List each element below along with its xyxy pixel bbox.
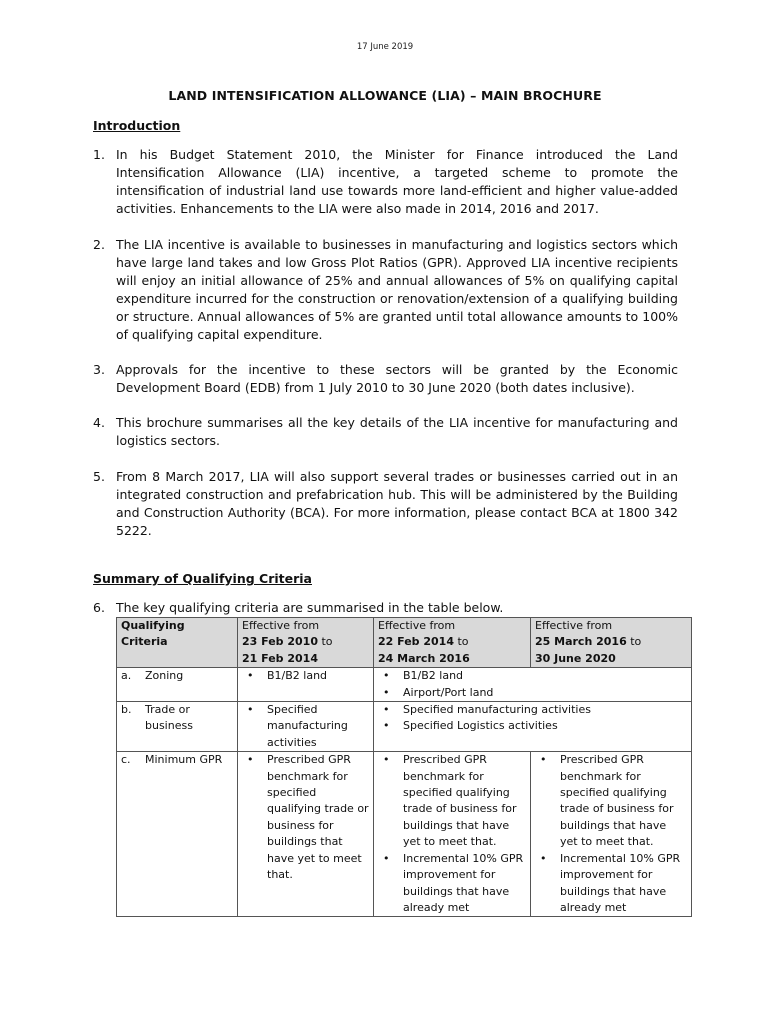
paragraph-number: 5.: [93, 469, 105, 484]
paragraph-number: 6.: [93, 600, 105, 615]
paragraph-1: [93, 146, 678, 218]
cell-period-1: [238, 668, 374, 702]
paragraph-text: The LIA incentive is available to businesses in manufacturing and logistics sectors which have large land takes and low Gross Plot Ratios (GPR). Approved LIA incentive recipients will enjoy an initial allowance of 25% and annual allowances of 5% on qualifying capital expenditure incurred for the construction or renovation/extension of a qualifying building or structure. Annual allowances of 5% are granted until total allowance amounts to 100% of qualifying capital expenditure.: [116, 237, 678, 342]
table-header-row: [117, 618, 692, 668]
paragraph-2: [93, 236, 678, 344]
cell-period-3: [531, 752, 692, 917]
paragraph-text: Approvals for the incentive to these sectors will be granted by the Economic Development Board (EDB) from 1 July 2010 to 30 June 2020 (both dates inclusive).: [116, 362, 678, 395]
header-criteria: Qualifying Criteria: [117, 618, 238, 668]
list-item: • B1/B2 land: [242, 668, 369, 684]
list-item: • Specified manufacturing activities: [378, 702, 687, 718]
table-row-trade: [117, 702, 692, 752]
paragraph-number: 4.: [93, 415, 105, 430]
paragraph-text: The key qualifying criteria are summarised in the table below.: [116, 600, 504, 615]
list-item: • B1/B2 land: [378, 668, 687, 684]
row-label: c. Minimum GPR: [117, 752, 238, 917]
paragraph-number: 3.: [93, 362, 105, 377]
paragraph-text: From 8 March 2017, LIA will also support several trades or businesses carried out in an integrated construction and prefabrication hub. This will be administered by the Building and Construction Authority (BCA). For more information, please contact BCA at 1800 342 5222.: [116, 469, 678, 538]
paragraph-number: 2.: [93, 237, 105, 252]
list-item: • Prescribed GPR benchmark for specified qualifying trade of business for buildings that have yet to meet that.: [378, 752, 526, 850]
cell-period-2-3: [374, 668, 692, 702]
table-row-gpr: [117, 752, 692, 917]
list-item: • Incremental 10% GPR improvement for buildings that have already met: [535, 851, 687, 917]
paragraph-4: [93, 414, 678, 450]
list-item: • Incremental 10% GPR improvement for buildings that have already met: [378, 851, 526, 917]
section-heading-introduction: Introduction: [93, 118, 181, 133]
paragraph-text: This brochure summarises all the key details of the LIA incentive for manufacturing and logistics sectors.: [116, 415, 678, 448]
qualifying-criteria-table: [116, 617, 692, 917]
list-item: • Airport/Port land: [378, 685, 687, 701]
cell-period-2-3: [374, 702, 692, 752]
section-heading-summary: Summary of Qualifying Criteria: [93, 571, 312, 586]
list-item: • Prescribed GPR benchmark for specified qualifying trade or business for buildings that have yet to meet that.: [242, 752, 369, 883]
paragraph-number: 1.: [93, 147, 105, 162]
document-title: LAND INTENSIFICATION ALLOWANCE (LIA) – MAIN BROCHURE: [168, 88, 602, 103]
header-period-1: Effective from 23 Feb 2010 to 21 Feb 2014: [238, 618, 374, 668]
cell-period-1: [238, 752, 374, 917]
document-date: 17 June 2019: [356, 42, 414, 52]
row-label: a. Zoning: [117, 668, 238, 702]
paragraph-3: [93, 361, 678, 397]
cell-period-2: [374, 752, 531, 917]
paragraph-6: [93, 599, 678, 617]
cell-period-1: [238, 702, 374, 752]
list-item: • Specified manufacturing activities: [242, 702, 369, 751]
row-label: b. Trade or business: [117, 702, 238, 752]
paragraph-5: [93, 468, 678, 540]
list-item: • Specified Logistics activities: [378, 718, 687, 734]
table-row-zoning: [117, 668, 692, 702]
paragraph-text: In his Budget Statement 2010, the Minister for Finance introduced the Land Intensification Allowance (LIA) incentive, a targeted scheme to promote the intensification of industrial land use towards more land-efficient and higher value-added activities. Enhancements to the LIA were also made in 2014, 2016 and 2017.: [116, 147, 678, 216]
header-period-3: Effective from 25 March 2016 to 30 June 2020: [531, 618, 692, 668]
header-period-2: Effective from 22 Feb 2014 to 24 March 2016: [374, 618, 531, 668]
list-item: • Prescribed GPR benchmark for specified qualifying trade of business for buildings that have yet to meet that.: [535, 752, 687, 850]
